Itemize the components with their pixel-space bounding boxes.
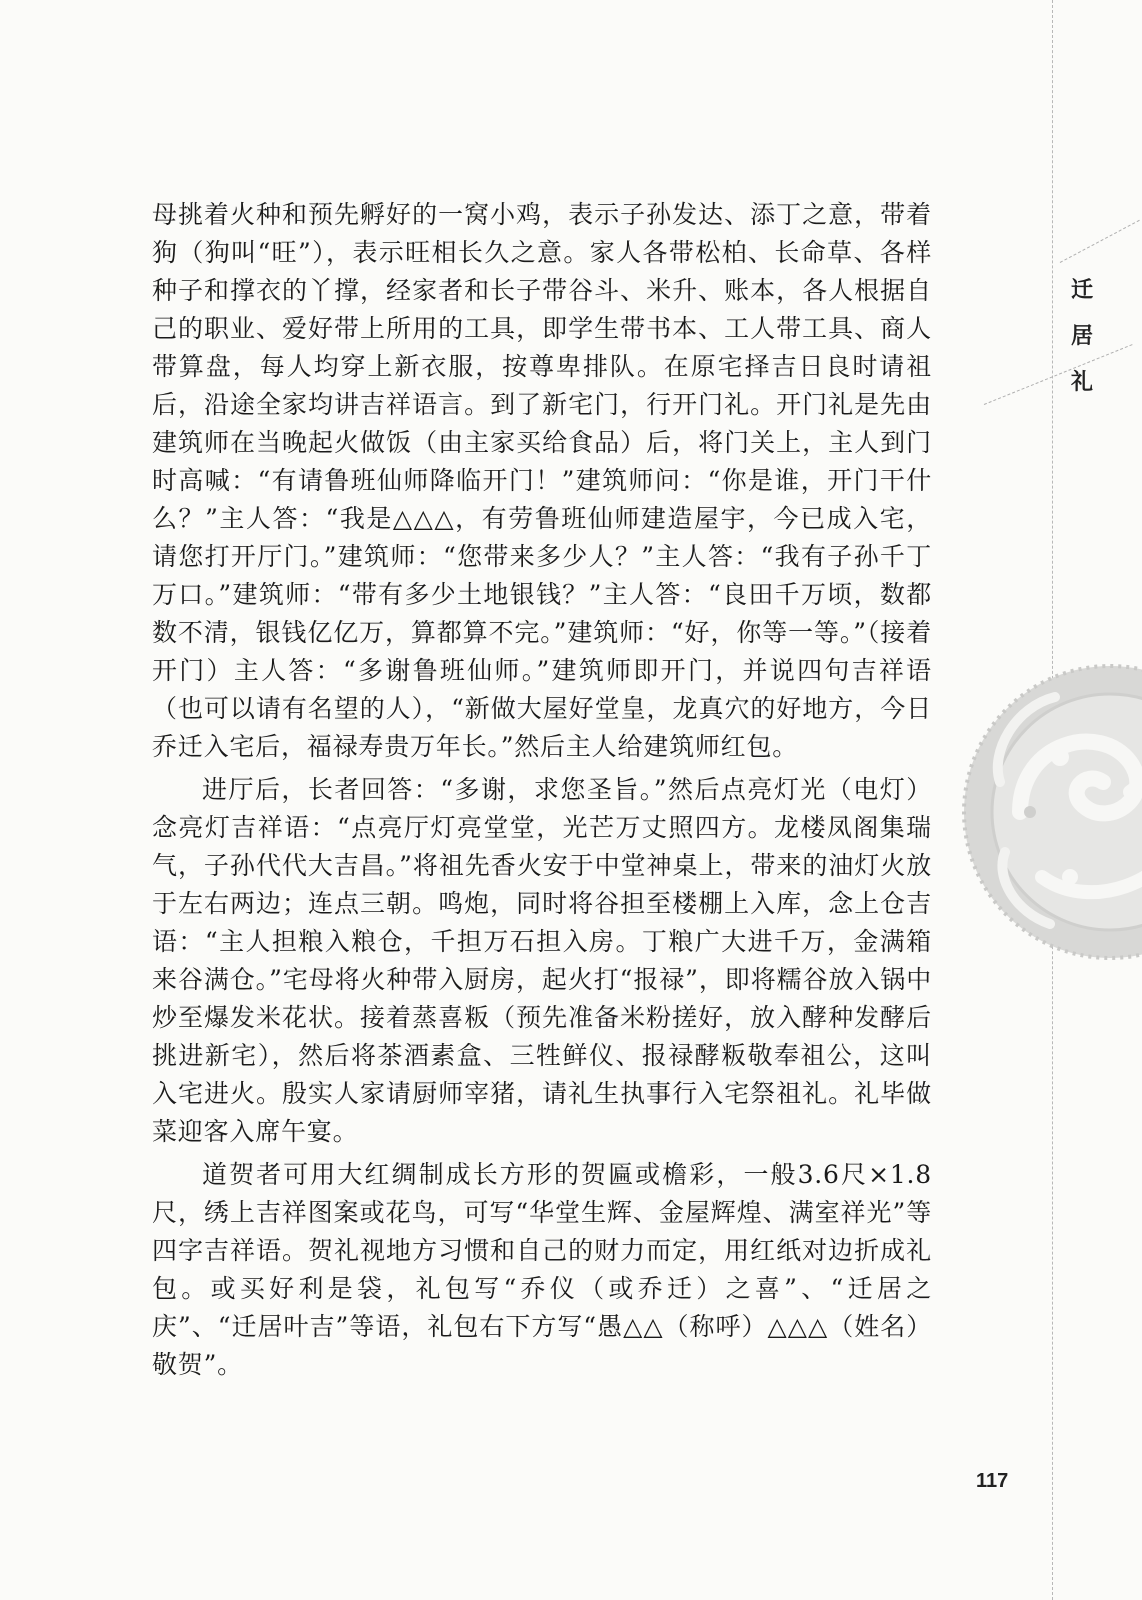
page-number: 117 xyxy=(976,1470,1009,1492)
decorative-medallion-ornament xyxy=(960,662,1142,962)
section-title-vertical xyxy=(1062,268,1102,406)
body-text xyxy=(152,196,932,1389)
paragraph: 道贺者可用大红绸制成长方形的贺匾或檐彩，一般3.6尺×1.8尺，绣上吉祥图案或花鸟，可写“华堂生辉、金屋辉煌、满室祥光”等四字吉祥语。贺礼视地方习惯和自己的财力而定，用红纸对边折成礼包。或买好利是袋，礼包写“乔仪（或乔迁）之喜”、“迁居之庆”、“迁居叶吉”等语，礼包右下方写“愚△△（称呼）△△△（姓名）敬贺”。 xyxy=(152,1160,932,1379)
decorative-dashed-line xyxy=(1060,220,1140,263)
paragraph: 进厅后，长者回答：“多谢，求您圣旨。”然后点亮灯光（电灯）念亮灯吉祥语：“点亮厅灯亮堂堂，光芒万丈照四方。龙楼凤阁集瑞气，子孙代代大吉昌。”将祖先香火安于中堂神桌上，带来的油灯火放于左右两边；连点三朝。鸣炮，同时将谷担至楼棚上入库，念上仓吉语：“主人担粮入粮仓，千担万石担入房。丁粮广大进千万，金满箱来谷满仓。”宅母将火种带入厨房，起火打“报禄”，即将糯谷放入锅中炒至爆发米花状。接着蒸喜粄（预先准备米粉搓好，放入酵种发酵后挑进新宅），然后将茶酒素盒、三牲鲜仪、报禄酵粄敬奉祖公，这叫入宅进火。殷实人家请厨师宰猪，请礼生执事行入宅祭祖礼。礼毕做菜迎客入席午宴。 xyxy=(152,775,932,1146)
section-title-char: 居 xyxy=(1070,324,1093,349)
paragraph: 母挑着火种和预先孵好的一窝小鸡，表示子孙发达、添丁之意，带着狗（狗叫“旺”），表示旺相长久之意。家人各带松柏、长命草、各样种子和撑衣的丫撑，经家者和长子带谷斗、米升、账本，各人根据自己的职业、爱好带上所用的工具，即学生带书本、工人带工具、商人带算盘，每人均穿上新衣服，按尊卑排队。在原宅择吉日良时请祖后，沿途全家均讲吉祥语言。到了新宅门，行开门礼。开门礼是先由建筑师在当晚起火做饭（由主家买给食品）后，将门关上，主人到门时高喊：“有请鲁班仙师降临开门！”建筑师问：“你是谁，开门干什么？”主人答：“我是△△△，有劳鲁班仙师建造屋宇，今已成入宅，请您打开厅门。”建筑师：“您带来多少人？”主人答：“我有子孙千丁万口。”建筑师：“带有多少土地银钱？”主人答：“良田千万顷，数都数不清，银钱亿亿万，算都算不完。”建筑师：“好，你等一等。”（接着开门）主人答：“多谢鲁班仙师。”建筑师即开门，并说四句吉祥语（也可以请有名望的人），“新做大屋好堂皇，龙真穴的好地方，今日乔迁入宅后，福禄寿贵万年长。”然后主人给建筑师红包。 xyxy=(152,200,932,761)
decorative-dashed-line xyxy=(984,344,1133,405)
section-title-char: 迁 xyxy=(1070,278,1093,303)
section-title-char: 礼 xyxy=(1070,370,1093,395)
